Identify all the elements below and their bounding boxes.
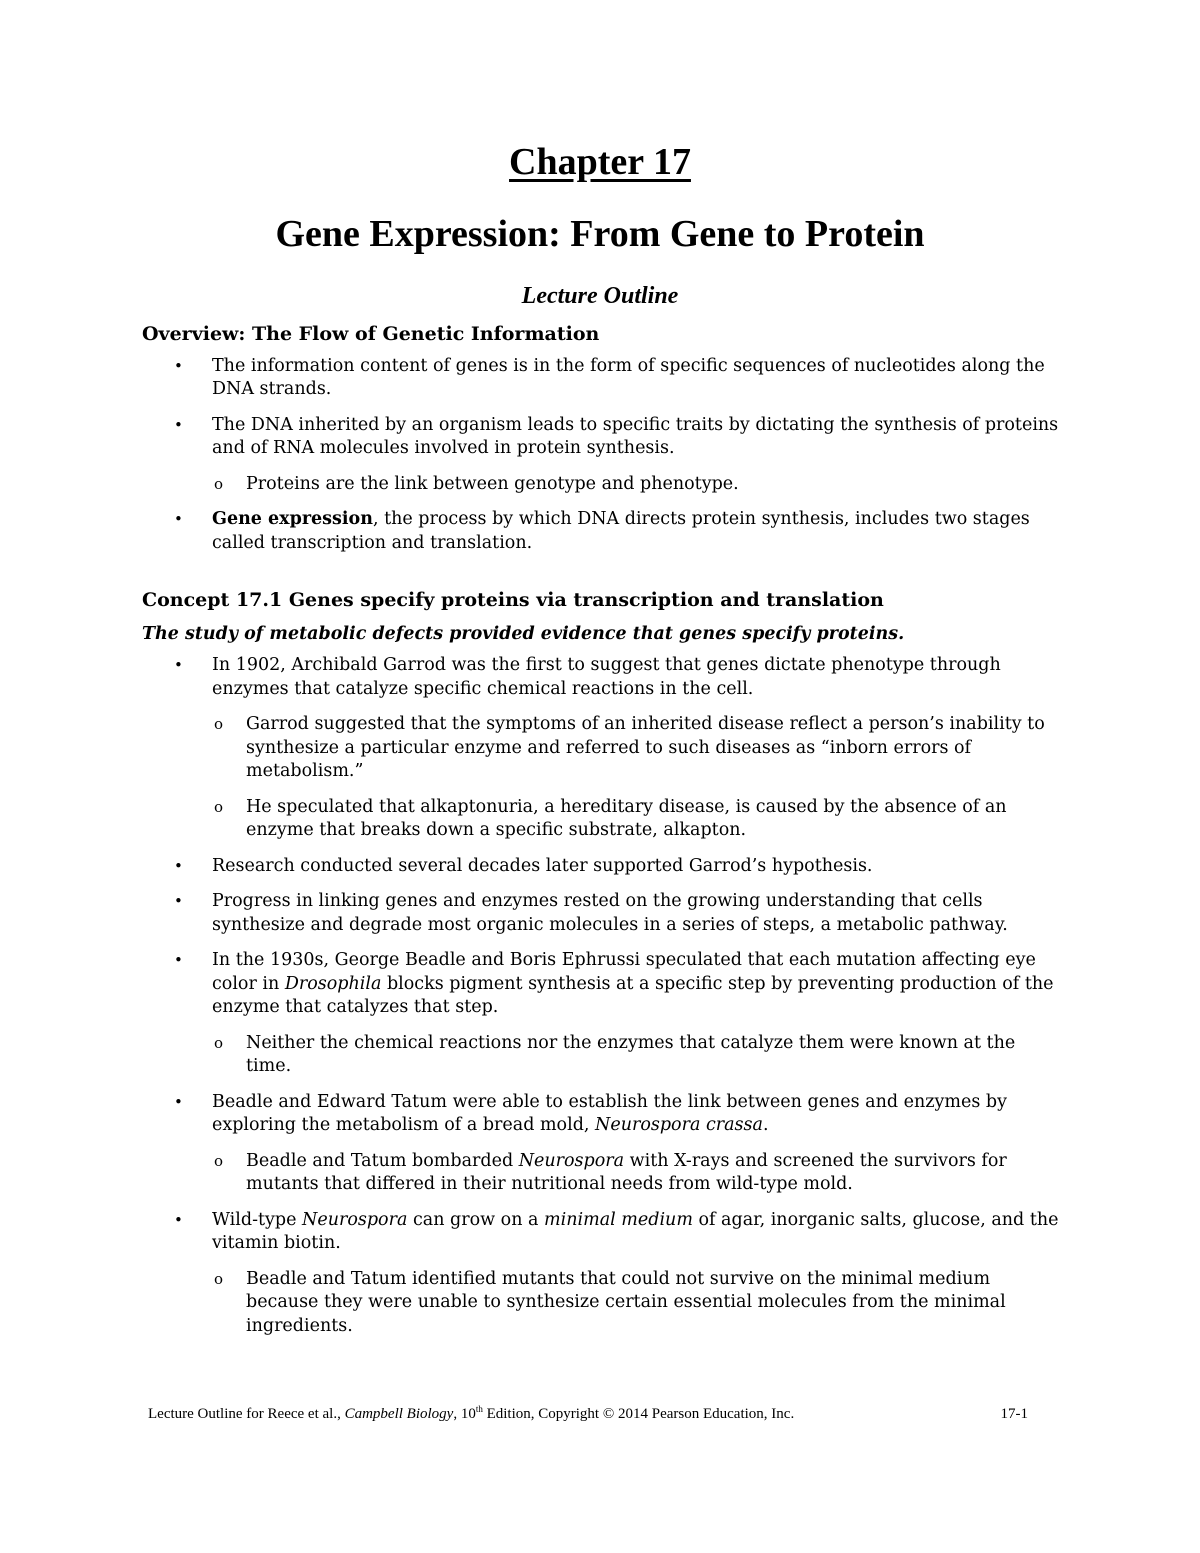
list-item: • Gene expression, the process by which DNA directs protein synthesis, includes two stages called transcription and translation. [174, 509, 1030, 553]
bullet-icon: • [174, 356, 183, 375]
concept-subheading: The study of metabolic defects provided evidence that genes specify proteins. [142, 623, 905, 644]
concept-list [142, 654, 1062, 1338]
bullet-icon: • [174, 856, 183, 875]
circle-bullet-icon: o [214, 715, 224, 733]
list-item: • Beadle and Edward Tatum were able to establish the link between genes and enzymes by exploring the metabolism of a bread mold, Neurospora crassa. [174, 1091, 1007, 1135]
page-number: 17-1 [1000, 1406, 1028, 1422]
circle-bullet-icon: o [214, 1033, 224, 1052]
circle-bullet-icon: o [214, 1151, 224, 1170]
list-item: • The information content of genes is in the form of specific sequences of nucleotides along the DNA strands. [174, 355, 1045, 399]
sub-list-item: o Beadle and Tatum bombarded Neurospora with X-rays and screened the survivors for mutants that differed in their nutritional needs from wild-type mold. [214, 1150, 1007, 1194]
bullet-icon: • [174, 892, 183, 910]
term-gene-expression: Gene expression [212, 509, 373, 529]
bullet-icon: • [174, 951, 183, 969]
footer-citation: Lecture Outline for Reece et al., Campbell Biology, 10th Edition, Copyright © 2014 Pearson Education, Inc. [148, 1404, 795, 1422]
list-item: • Research conducted several decades later supported Garrod’s hypothesis. [142, 855, 1062, 879]
bullet-icon: • [174, 510, 183, 528]
bullet-icon: • [174, 415, 183, 434]
list-item: • In 1902, Archibald Garrod was the first to suggest that genes dictate phenotype through enzymes that catalyze specific chemical reactions in the cell. [174, 655, 1001, 699]
circle-bullet-icon: o [214, 474, 224, 493]
document-body [142, 323, 1062, 1350]
sub-list-item: o Garrod suggested that the symptoms of an inherited disease reflect a person’s inability to synthesize a particular enzyme and referred to such diseases as “inborn errors of metabolism.” [214, 714, 1045, 781]
overview-heading: Overview: The Flow of Genetic Information [142, 323, 600, 345]
sub-list-item: o Neither the chemical reactions nor the enzymes that catalyze them were known at the time. [214, 1032, 1016, 1076]
overview-list [142, 355, 1062, 556]
list-item: • Wild-type Neurospora can grow on a minimal medium of agar, inorganic salts, glucose, and the vitamin biotin. [174, 1209, 1059, 1253]
bullet-icon: • [174, 656, 183, 674]
chapter-number: Chapter 17 [509, 141, 691, 183]
sub-list-item: o He speculated that alkaptonuria, a hereditary disease, is caused by the absence of an enzyme that breaks down a specific substrate, alkapton. [214, 796, 1007, 840]
page-title: Gene Expression: From Gene to Protein [275, 213, 925, 255]
page-subtitle: Lecture Outline [521, 283, 679, 309]
bullet-icon: • [174, 1092, 183, 1111]
list-item: • The DNA inherited by an organism leads to specific traits by dictating the synthesis of proteins and of RNA molecules involved in protein synthesis. [174, 414, 1059, 458]
page-footer [148, 1406, 1028, 1423]
concept-heading: Concept 17.1 Genes specify proteins via transcription and translation [142, 589, 884, 611]
list-item: • In the 1930s, George Beadle and Boris Ephrussi speculated that each mutation affecting eye color in Drosophila blocks pigment synthesis at a specific step by preventing production of the enzyme that catalyzes that step. [174, 950, 1054, 1017]
bullet-icon: • [174, 1210, 183, 1229]
list-item: • Progress in linking genes and enzymes rested on the growing understanding that cells synthesize and degrade most organic molecules in a series of steps, a metabolic pathway. [174, 891, 1008, 935]
circle-bullet-icon: o [214, 797, 224, 816]
circle-bullet-icon: o [214, 1269, 224, 1288]
sub-list-item: o Beadle and Tatum identified mutants that could not survive on the minimal medium because they were unable to synthesize certain essential molecules from the minimal ingredients. [214, 1268, 1006, 1336]
sub-list-item: o Proteins are the link between genotype and phenotype. [142, 473, 1062, 497]
